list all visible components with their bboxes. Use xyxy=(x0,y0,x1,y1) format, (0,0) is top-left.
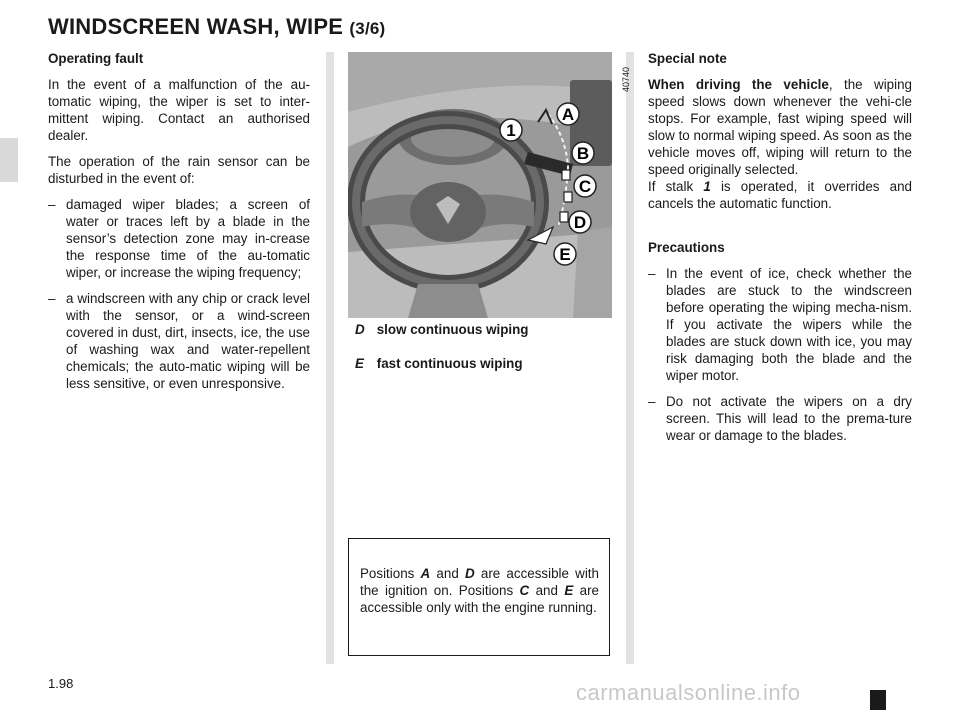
callout-b: B xyxy=(576,144,590,163)
callout-c: C xyxy=(578,177,592,196)
list-item: – In the event of ice, check whether the blades are stuck to the windscreen before operating the wiping mecha-nism. If you activate the wipers while the blades are stuck down with ice, you may risk damaging both the blade and the wiper motor. xyxy=(648,265,912,384)
legend-letter: D xyxy=(355,322,365,337)
precautions-list xyxy=(648,265,912,444)
operating-fault-heading: Operating fault xyxy=(48,51,144,66)
ignition-note-box xyxy=(348,538,610,656)
legend-item-d xyxy=(355,322,605,337)
right-column xyxy=(648,50,912,453)
column-divider-left xyxy=(326,52,334,664)
list-item: – a windscreen with any chip or crack level with the sensor, or a wind-screen covered in dust, dirt, insects, ice, the use of washing wax and water-repellent chemicals; the auto-matic wiping will be less sensitive, or even unresponsive. xyxy=(48,290,310,392)
left-column xyxy=(48,50,310,401)
note-text: are accessible only with the engine running. xyxy=(360,583,599,615)
watermark: carmanualsonline.info xyxy=(576,680,801,705)
special-note-heading: Special note xyxy=(648,51,727,66)
note-position-a: A xyxy=(420,566,431,581)
note-position-c: C xyxy=(519,583,530,598)
legend-item-e xyxy=(355,356,605,371)
note-text: are accessible with the ignition on. Positions xyxy=(360,566,599,598)
stalk-text: If stalk xyxy=(648,179,704,194)
title-page-indicator: (3/6) xyxy=(349,19,386,38)
operating-fault-paragraph: In the event of a malfunction of the au-tomatic wiping, the wiper is set to inter-mittent wiping. Contact an authorised dealer. xyxy=(48,77,310,143)
list-item: – Do not activate the wipers on a dry screen. This will lead to the prema-ture wear or damage to the blades. xyxy=(648,393,912,444)
callout-d: D xyxy=(573,213,587,232)
note-text: and xyxy=(430,566,465,581)
note-text: and xyxy=(529,583,565,598)
precautions-heading: Precautions xyxy=(648,240,725,255)
chapter-tab xyxy=(0,138,18,182)
legend-text: slow continuous wiping xyxy=(376,322,529,337)
figure-reference-code xyxy=(620,54,632,94)
title-text: WINDSCREEN WASH, WIPE xyxy=(48,14,344,39)
special-note-lead: When driving the vehicle xyxy=(648,77,829,92)
column-divider-right xyxy=(626,52,634,664)
rain-sensor-paragraph: The operation of the rain sensor can be disturbed in the event of: xyxy=(48,154,310,186)
legend-letter: E xyxy=(355,356,364,371)
stalk-number: 1 xyxy=(703,179,711,194)
note-position-e: E xyxy=(564,583,574,598)
page-title xyxy=(48,14,385,40)
note-position-d: D xyxy=(464,566,475,581)
stalk-override-paragraph xyxy=(648,178,912,212)
special-note-paragraph xyxy=(648,76,912,178)
stalk-text: is operated, it overrides and cancels the automatic function. xyxy=(648,179,913,211)
list-item: – damaged wiper blades; a screen of water or traces left by a blade in the sensor’s detection zone may in-crease the response time of the au-tomatic wiper, or increase the wiping frequency; xyxy=(48,196,310,281)
callout-a: A xyxy=(561,105,575,124)
callout-e: E xyxy=(559,245,571,264)
special-note-text: , the wiping speed slows down whenever the vehi-cle stops. For example, fast wiping speed will slow to normal wiping speed. As soon as the vehicle moves off, wiping will return to the speed originally selected. xyxy=(648,77,912,177)
note-text: Positions xyxy=(360,566,421,581)
steering-wheel-illustration xyxy=(348,52,612,318)
corner-mark xyxy=(870,690,886,710)
callout-1: 1 xyxy=(506,121,516,140)
rain-sensor-list xyxy=(48,196,310,392)
legend-text: fast continuous wiping xyxy=(376,356,523,371)
page-number: 1.98 xyxy=(48,676,74,691)
steering-wheel-drawing xyxy=(348,52,612,318)
figure-code-text: 40740 xyxy=(621,66,631,92)
